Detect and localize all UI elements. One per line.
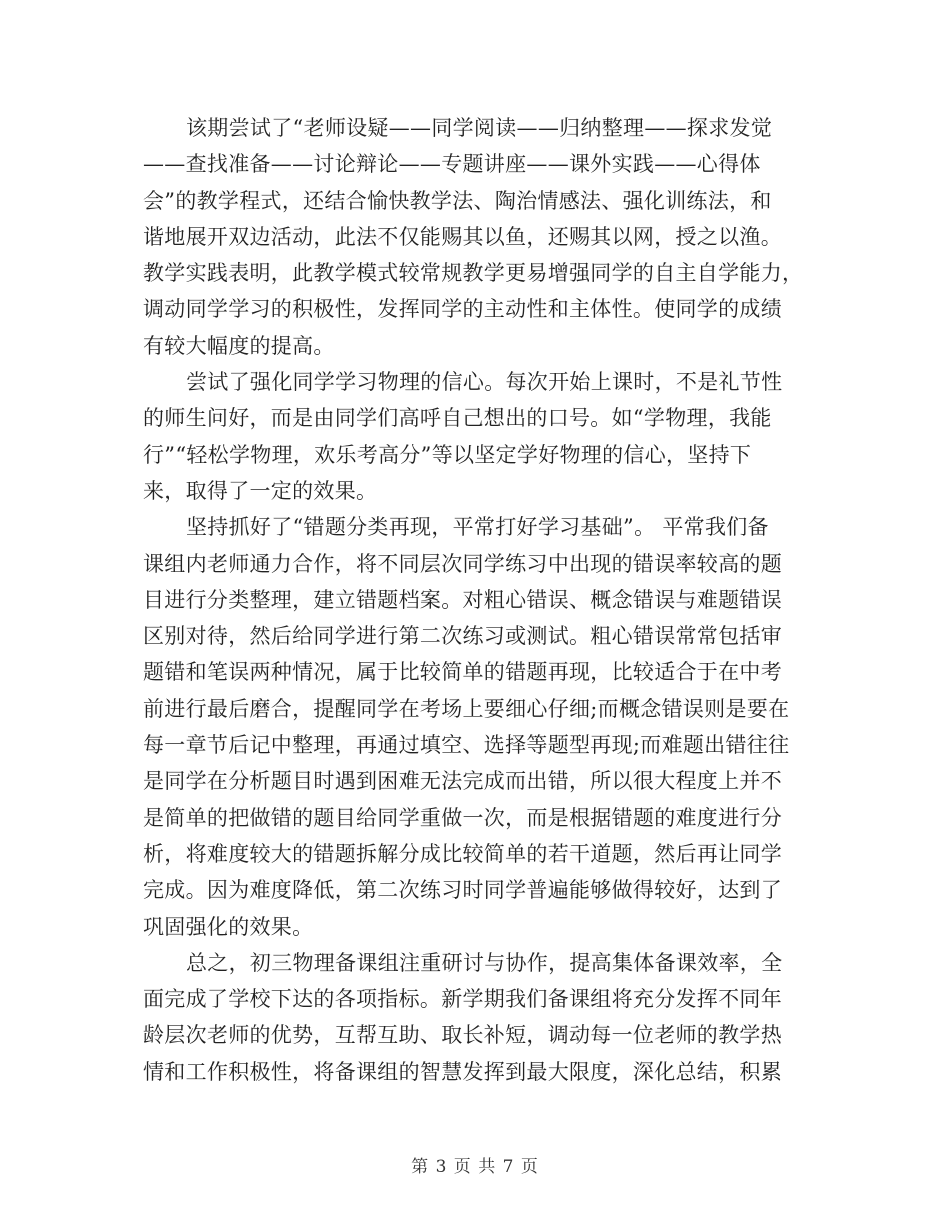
text-line: ——查找准备——讨论辩论——专题讲座——课外实践——心得体	[143, 152, 761, 177]
text-line: 前进行最后磨合，提醒同学在考场上要细心仔细;而概念错误则是要在	[143, 696, 790, 721]
text-line: 行”“轻松学物理，欢乐考高分”等以坚定学好物理的信心，坚持下	[143, 442, 752, 467]
text-line: 区别对待，然后给同学进行第二次练习或测试。粗心错误常常包括审	[143, 624, 782, 649]
text-line: 题错和笔误两种情况，属于比较简单的错题再现，比较适合于在中考	[143, 660, 782, 685]
text-line: 是同学在分析题目时遇到困难无法完成而出错，所以很大程度上并不	[143, 769, 782, 794]
text-line: 坚持抓好了“错题分类再现，平常打好学习基础”。 平常我们备	[186, 515, 769, 540]
text-line: 龄层次老师的优势，互帮互助、取长补短，调动每一位老师的教学热	[143, 1023, 782, 1048]
text-line: 教学实践表明，此教学模式较常规教学更易增强同学的自主自学能力，	[143, 261, 804, 286]
text-line: 课组内老师通力合作，将不同层次同学练习中出现的错误率较高的题	[143, 551, 782, 576]
text-line: 尝试了强化同学学习物理的信心。每次开始上课时，不是礼节性	[186, 370, 783, 395]
text-line: 谐地展开双边活动，此法不仅能赐其以鱼，还赐其以网，授之以渔。	[143, 224, 782, 249]
text-line: 巩固强化的效果。	[143, 914, 314, 939]
text-line: 总之，初三物理备课组注重研讨与协作，提高集体备课效率，全	[186, 950, 783, 975]
text-line: 每一章节后记中整理，再通过填空、选择等题型再现;而难题出错往往	[143, 733, 790, 758]
text-line: 的师生问好，而是由同学们高呼自己想出的口号。如“学物理，我能	[143, 406, 772, 431]
text-line: 完成。因为难度降低，第二次练习时同学普遍能够做得较好，达到了	[143, 878, 782, 903]
text-line: 情和工作积极性，将备课组的智慧发挥到最大限度，深化总结，积累	[143, 1059, 782, 1084]
page-footer: 第 3 页 共 7 页	[411, 1157, 539, 1177]
text-line: 面完成了学校下达的各项指标。新学期我们备课组将充分发挥不同年	[143, 987, 782, 1012]
text-line: 来，取得了一定的效果。	[143, 478, 378, 503]
text-line: 会”的教学程式，还结合愉快教学法、陶治情感法、强化训练法，和	[143, 188, 772, 213]
text-line: 析，将难度较大的错题拆解分成比较简单的若干道题，然后再让同学	[143, 841, 782, 866]
text-line: 该期尝试了“老师设疑——同学阅读——归纳整理——探求发觉	[186, 116, 773, 140]
text-line: 目进行分类整理，建立错题档案。对粗心错误、概念错误与难题错误	[143, 587, 782, 612]
text-line: 有较大幅度的提高。	[143, 333, 335, 358]
body-text	[143, 110, 813, 1090]
text-line: 是简单的把做错的题目给同学重做一次，而是根据错题的难度进行分	[143, 805, 782, 830]
text-line: 调动同学学习的积极性，发挥同学的主动性和主体性。使同学的成绩	[143, 297, 782, 322]
